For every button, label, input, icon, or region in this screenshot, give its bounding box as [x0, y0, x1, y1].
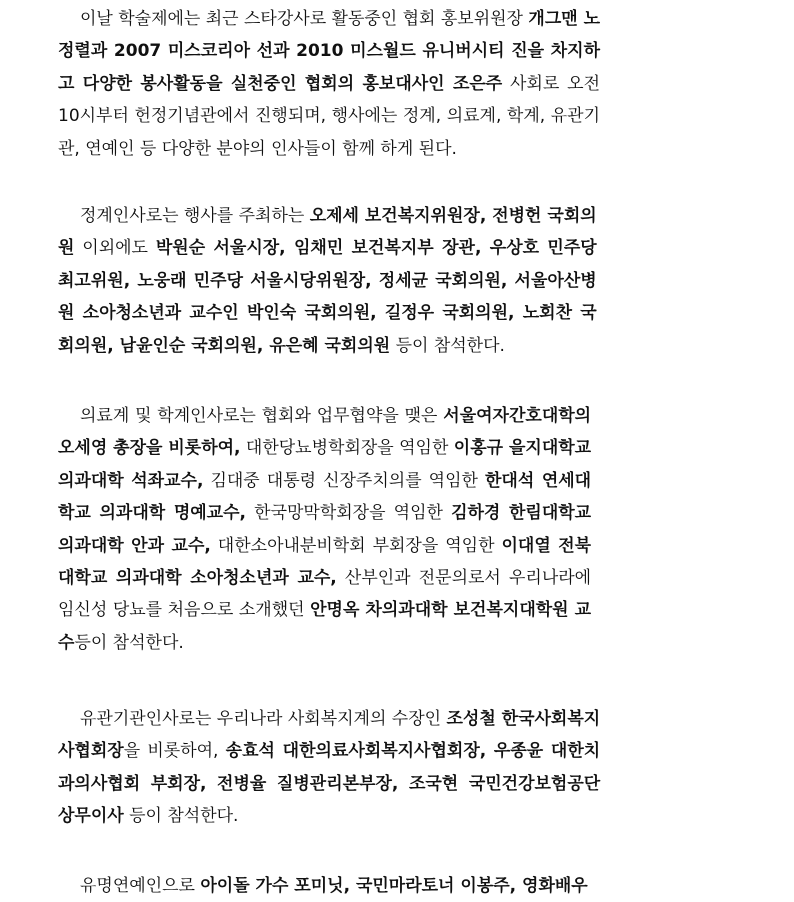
bold-text: 이대열 전북 [501, 535, 592, 556]
text-line [58, 100, 600, 132]
bold-text: 한대석 연세대 [484, 470, 592, 491]
bold-text: 아이돌 가수 포미닛, 국민마라토너 이봉주, 영화배우 [200, 876, 588, 896]
text-line [58, 735, 600, 767]
text-line [58, 594, 591, 626]
text-line [58, 330, 597, 362]
bold-text: 오제세 보건복지위원장, 전병헌 국회의 [309, 206, 597, 226]
body-text: 등이 참석한다. [390, 335, 505, 356]
text-line [58, 870, 588, 902]
bold-text: 개그맨 노 [528, 9, 600, 29]
bold-text: 오세영 총장을 비롯하여, [58, 438, 241, 459]
paragraph [58, 870, 588, 902]
text-line [58, 400, 591, 432]
body-text: 의료계 및 학계인사로는 협회와 업무협약을 맺은 [80, 406, 444, 426]
text-line [58, 265, 597, 297]
bold-text: 고 다양한 봉사활동을 실천중인 협회의 홍보대사인 조은주 [58, 73, 503, 94]
bold-text: 원 [58, 238, 75, 259]
body-text: 정계인사로는 행사를 주최하는 [80, 206, 310, 226]
bold-text: 송효석 대한의료사회복지사협회장, 우종윤 대한치 [225, 741, 601, 762]
bold-text: 최고위원, 노웅래 민주당 서울시당위원장, 정세균 국회의원, 서울아산병 [58, 270, 597, 291]
body-text: 등이 참석한다. [123, 806, 239, 827]
text-line [58, 232, 597, 264]
bold-text: 과의사협회 부회장, 전병율 질병관리본부장, 조국현 국민건강보험공단 [58, 773, 601, 794]
bold-text: 수 [58, 632, 75, 653]
text-line [58, 562, 591, 594]
text-line [58, 497, 591, 529]
paragraph [58, 200, 597, 362]
bold-text: 김하경 한림대학교 [451, 503, 592, 524]
text-line [58, 627, 591, 659]
text-line [58, 200, 597, 232]
text-line [58, 3, 600, 35]
bold-text: 정렬과 2007 미스코리아 선과 2010 미스월드 유니버시티 진을 차지하 [58, 41, 600, 62]
bold-text: 상무이사 [58, 806, 124, 827]
bold-text: 이홍규 을지대학교 [453, 438, 592, 459]
body-text: 산부인과 전문의로서 우리나라에 [336, 567, 592, 588]
bold-text: 학교 의과대학 명예교수, [58, 503, 246, 524]
bold-text: 안명옥 차의과대학 보건복지대학원 교 [310, 600, 592, 621]
body-text: 대한소아내분비학회 부회장을 역임한 [210, 535, 502, 556]
bold-text: 회의원, 남윤인순 국회의원, 유은혜 국회의원 [58, 335, 391, 356]
text-line [58, 768, 600, 800]
text-line [58, 133, 600, 165]
bold-text: 원 소아청소년과 교수인 박인숙 국회의원, 길정우 국회의원, 노회찬 국 [58, 303, 597, 324]
text-line [58, 297, 597, 329]
body-text: 사회로 오전 [502, 73, 600, 94]
text-line [58, 800, 600, 832]
bold-text: 사협회장 [58, 741, 124, 762]
body-text: 을 비롯하여, [123, 741, 226, 762]
text-line [58, 703, 600, 735]
bold-text: 박원순 서울시장, 임채민 보건복지부 장관, 우상호 민주당 [155, 238, 597, 259]
bold-text: 대학교 의과대학 소아청소년과 교수, [58, 567, 337, 588]
paragraph [58, 703, 600, 833]
body-text: 대한당뇨병학회장을 역임한 [240, 438, 454, 459]
text-line [58, 68, 600, 100]
paragraph [58, 400, 591, 659]
bold-text: 의과대학 석좌교수, [58, 470, 204, 491]
body-text: 등이 참석한다. [74, 632, 184, 653]
body-text: 관, 연예인 등 다양한 분야의 인사들이 함께 하게 된다. [58, 138, 457, 159]
body-text: 유명연예인으로 [80, 876, 201, 896]
body-text: 10시부터 헌정기념관에서 진행되며, 행사에는 정계, 의료계, 학계, 유관기 [58, 106, 600, 127]
paragraph [58, 3, 600, 165]
body-text: 김대중 대통령 신장주치의를 역임한 [203, 470, 485, 491]
body-text: 임신성 당뇨를 처음으로 소개했던 [58, 600, 311, 621]
text-line [58, 530, 591, 562]
bold-text: 조성철 한국사회복지 [446, 709, 601, 729]
body-text: 한국망막학회장을 역임한 [246, 503, 452, 524]
bold-text: 의과대학 안과 교수, [58, 535, 211, 556]
body-text: 유관기관인사로는 우리나라 사회복지계의 수장인 [80, 709, 447, 729]
bold-text: 서울여자간호대학의 [443, 406, 592, 426]
text-line [58, 432, 591, 464]
text-line [58, 35, 600, 67]
text-line [58, 465, 591, 497]
body-text: 이날 학술제에는 최근 스타강사로 활동중인 협회 홍보위원장 [80, 9, 529, 29]
body-text: 이외에도 [74, 238, 156, 259]
